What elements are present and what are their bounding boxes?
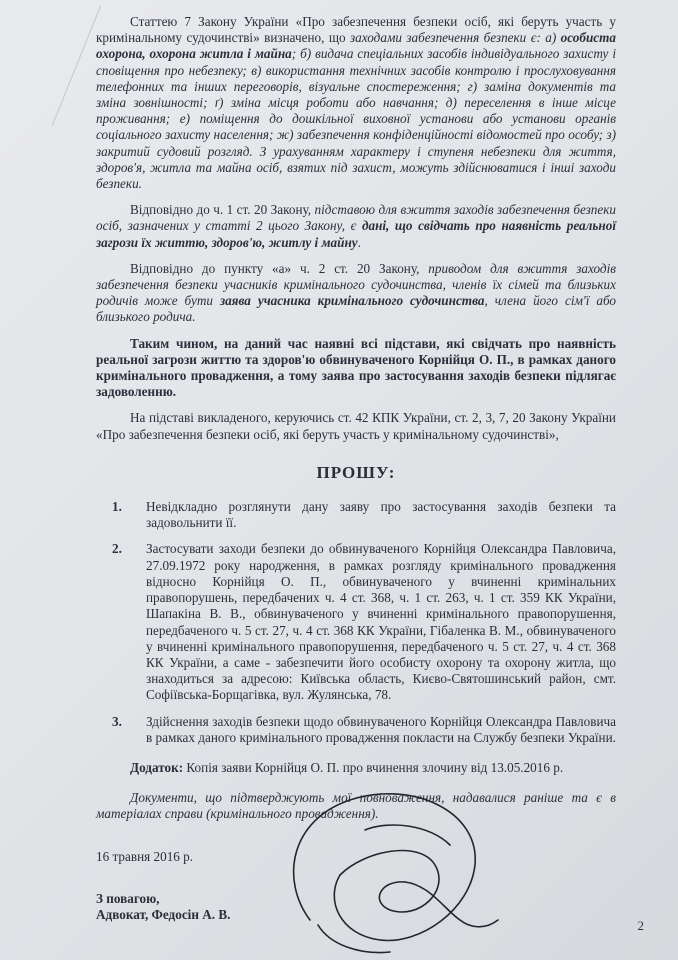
paragraph-legal-basis: На підставі викладеного, керуючись ст. 42 КПК України, ст. 2, 3, 7, 20 Закону України «Про забезпечення безпеки осіб, які беруть участь у кримінальному судочинстві», xyxy=(96,410,616,442)
request-item xyxy=(96,541,616,703)
signatory-name: Адвокат, Федосін А. В. xyxy=(96,906,231,922)
request-item xyxy=(96,714,616,746)
text-run-bold-italic: особиста охорона, охорона житла і майна xyxy=(96,30,616,62)
paragraph-article-20-part-1 xyxy=(96,202,616,251)
paragraph-article-20-part-2 xyxy=(96,261,616,326)
text-run: Статтею 7 Закону України «Про забезпечення безпеки осіб, які беруть участь у кримінальному судочинстві» визначено, що xyxy=(96,14,616,46)
text-run-bold-italic: дані, що свідчать про наявність реальної загрози їх життю, здоров'ю, житлу і майну xyxy=(96,218,616,250)
paragraph-article-7 xyxy=(96,14,616,192)
powers-note: Документи, що підтверджують мої повноваження, надавалися раніше та є в матеріалах справи (кримінального провадження). xyxy=(96,790,616,822)
request-title: ПРОШУ: xyxy=(316,462,396,482)
request-item xyxy=(96,499,616,531)
attachment-label: Додаток: xyxy=(130,759,184,775)
closing-salutation: З повагою, xyxy=(96,890,160,906)
page-number: 2 xyxy=(637,918,644,933)
request-number: 2. xyxy=(112,541,122,557)
request-number: 3. xyxy=(112,713,122,729)
attachment-text: Копія заяви Корнійця О. П. про вчинення злочину від 13.05.2016 р. xyxy=(183,759,564,775)
text-run-italic: ; б) видача спеціальних засобів індивідуального захисту і сповіщення про небезпеку; в) використання технічних засобів контролю і прослуховування телефонних та інших переговорів, візуальне спостереження; г) заміна документів та зміна зовнішності; ґ) зміна місця роботи або навчання; д) переселення в інше місце проживання; е) поміщення до дошкільної виховної установи або установи органів соціального захисту населення; ж) забезпечення конфіденційності відомостей про особу; з) закритий судовий розгляд. З урахуванням характеру і ступеня небезпеки для життя, здоров'я, житла та майна осіб, взятих під захист, можуть здійснюватися і інші заходи безпеки. xyxy=(96,46,616,192)
text-run-italic: підставою для вжиття заходів забезпечення безпеки осіб, зазначених у статті 2 цього Закону, є xyxy=(96,202,616,234)
request-text: Невідкладно розглянути дану заяву про застосування заходів безпеки та задовольнити її. xyxy=(146,499,616,531)
paragraph-conclusion: Таким чином, на даний час наявні всі підстави, які свідчать про наявність реальної загрози життю та здоров'ю обвинуваченого Корнійця О. П., в рамках даного кримінального провадження, а тому заява про застосування заходів безпеки підлягає задоволенню. xyxy=(96,335,616,400)
text-run: Відповідно до пункту «а» ч. 2 ст. 20 Закону, xyxy=(130,260,429,276)
text-run: . xyxy=(357,234,361,250)
text-run-bold-italic: заява учасника кримінального судочинства xyxy=(219,293,485,309)
document-date: 16 травня 2016 р. xyxy=(96,848,194,864)
request-list xyxy=(96,499,616,746)
text-run-italic: приводом для вжиття заходів забезпечення безпеки учасників кримінального судочинства, членів їх сімей та близьких родичів може бути xyxy=(96,260,616,309)
request-text: Застосувати заходи безпеки до обвинуваченого Корнійця Олександра Павловича, 27.09.1972 року народження, в рамках розгляду кримінального провадження відносно Корнійця О. П., обвинуваченого у вчиненні кримінальних правопорушень, передбачених ч. 4 ст. 368, ч. 1 ст. 263, ч. 1 ст. 359 КК України, Шапакіна В. В., обвинуваченого у вчиненні кримінального правопорушення, передбаченого ч. 5 ст. 27, ч. 4 ст. 368 КК України, Гібаленка В. М., обвинуваченого у вчиненні кримінального правопорушення, передбаченого ч. 5 ст. 27, ч. 4 ст. 368 КК України, а саме - забезпечити його особисту охорону та охорону житла, що знаходиться за адресою: Київська область, Києво-Святошинський район, смт. Софіївська-Борщагівка, вул. Жулянська, 78. xyxy=(146,541,616,703)
paper-fold-edge xyxy=(0,0,101,126)
request-number: 1. xyxy=(112,499,122,515)
signature-scribble xyxy=(270,770,510,960)
request-text: Здійснення заходів безпеки щодо обвинуваченого Корнійця Олександра Павловича в рамках даного кримінального провадження покласти на Службу безпеки України. xyxy=(146,713,616,745)
text-run-italic: , члена його сім'ї або близького родича. xyxy=(96,293,617,325)
text-run-italic: заходами забезпечення безпеки є: а) xyxy=(350,30,561,46)
text-run: Відповідно до ч. 1 ст. 20 Закону, xyxy=(130,202,315,218)
